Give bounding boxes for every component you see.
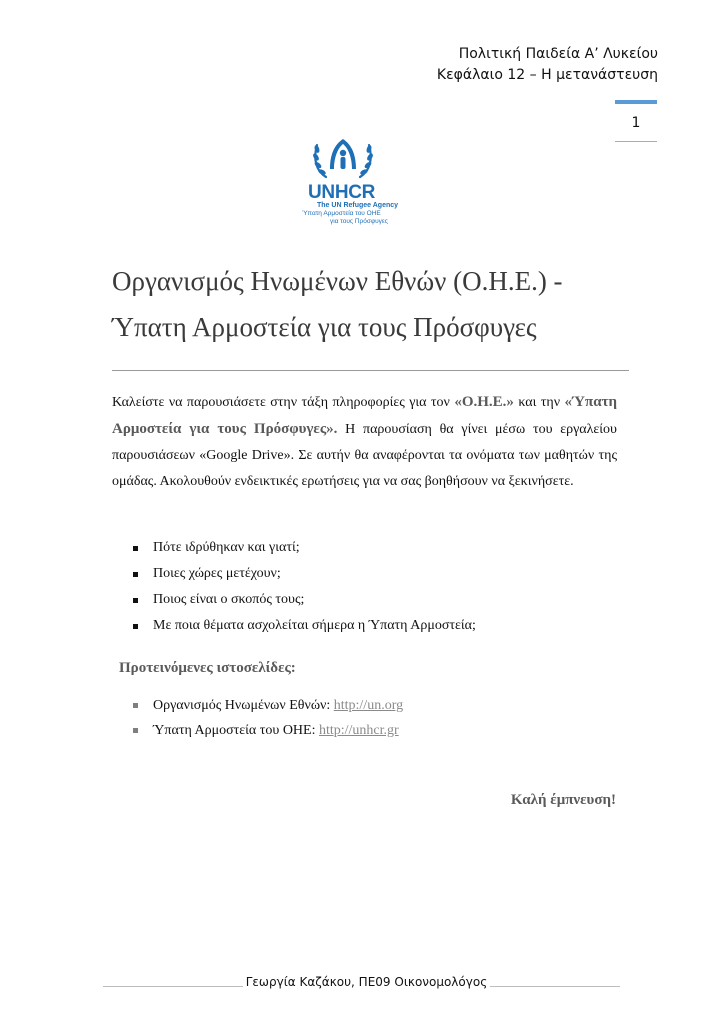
page-number-accent-bar: [615, 100, 657, 104]
bullet-square-icon: [133, 728, 138, 733]
title-line1: Οργανισμός Ηνωμένων Εθνών (Ο.Η.Ε.) -: [112, 266, 563, 296]
unhcr-emblem-icon: [286, 133, 400, 185]
list-item: [133, 613, 476, 639]
logo-brand: UNHCR: [308, 182, 376, 203]
document-title: [112, 258, 632, 350]
question-text: Πότε ιδρύθηκαν και γιατί;: [153, 540, 300, 555]
title-divider: [112, 370, 629, 371]
suggested-sites-list: [133, 693, 403, 743]
logo-greek-line1: Ύπατη Αρμοστεία του ΟΗΕ: [302, 210, 381, 217]
title-line2: Ύπατη Αρμοστεία για τους Πρόσφυγες: [112, 312, 537, 342]
unhcr-logo: [286, 133, 400, 229]
header-course: Πολιτική Παιδεία Α’ Λυκείου: [458, 46, 658, 62]
footer-rule-left: [103, 986, 243, 987]
page-number: 1: [631, 115, 641, 131]
unhcr-link[interactable]: http://unhcr.gr: [318, 723, 399, 738]
page-number-box: [615, 100, 657, 142]
suggested-sites-heading: Προτεινόμενες ιστοσελίδες:: [119, 660, 296, 676]
intro-text-1: Καλείστε να παρουσιάσετε στην τάξη πληροφορίες για τον: [112, 395, 455, 410]
intro-text-2: και την: [513, 395, 565, 410]
intro-emphasis-unhcr: «Ύπατη Αρμοστεία για τους Πρόσφυγες».: [112, 394, 618, 437]
intro-emphasis-un: «Ο.Η.Ε.»: [454, 394, 514, 410]
logo-subtitle: The UN Refugee Agency: [317, 202, 399, 209]
questions-list: [133, 535, 476, 639]
site-label: Ύπατη Αρμοστεία του ΟΗΕ:: [153, 723, 319, 738]
list-item: [133, 561, 476, 587]
list-item: [133, 587, 476, 613]
header-chapter: Κεφάλαιο 12 – Η μετανάστευση: [436, 67, 658, 83]
page-number-underline: [615, 141, 657, 142]
question-text: Ποιες χώρες μετέχουν;: [153, 566, 281, 581]
footer-rule-right: [490, 986, 620, 987]
page-footer: Γεωργία Καζάκου, ΠΕ09 Οικονομολόγος: [245, 975, 488, 989]
page-header: [437, 44, 658, 86]
bullet-square-icon: [133, 546, 138, 551]
bullet-square-icon: [133, 598, 138, 603]
site-label: Οργανισμός Ηνωμένων Εθνών:: [153, 698, 334, 713]
intro-text-3: Η παρουσίαση θα γίνει μέσω του εργαλείου παρουσιάσεων «Google Drive». Σε αυτήν θα αναφέρονται τα ονόματα των μαθητών της ομάδας. Ακολουθούν ενδεικτικές ερωτήσεις για να σας βοηθήσουν να ξεκινήσετε.: [112, 422, 617, 489]
bullet-square-icon: [133, 703, 138, 708]
intro-paragraph: [112, 389, 617, 495]
list-item: [133, 535, 476, 561]
un-link[interactable]: http://un.org: [333, 698, 404, 713]
bullet-square-icon: [133, 624, 138, 629]
logo-greek-line2: για τους Πρόσφυγες: [330, 218, 388, 225]
bullet-square-icon: [133, 572, 138, 577]
closing-text: Καλή έμπνευση!: [510, 792, 616, 808]
question-text: Με ποια θέματα ασχολείται σήμερα η Ύπατη Αρμοστεία;: [153, 618, 476, 633]
list-item: [133, 693, 403, 718]
question-text: Ποιος είναι ο σκοπός τους;: [153, 592, 305, 607]
list-item: [133, 718, 403, 743]
